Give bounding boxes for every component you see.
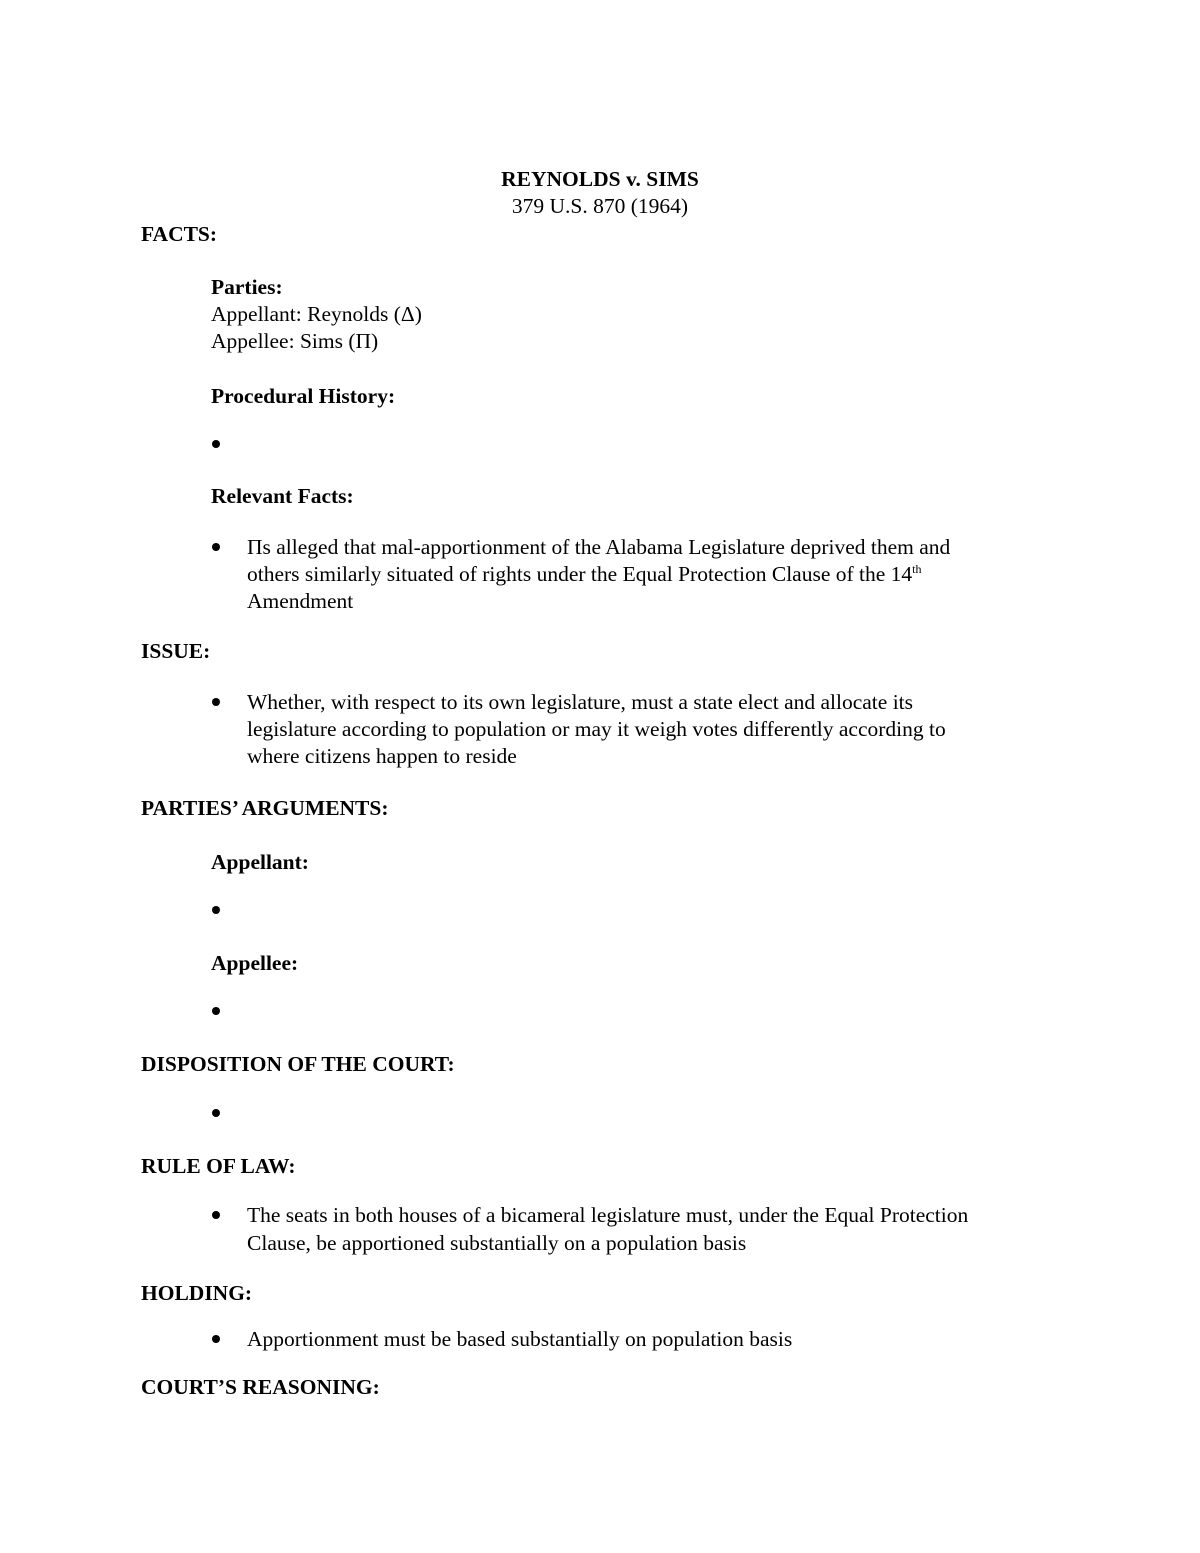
- issue-line: legislature according to population or may it weigh votes differently according to: [247, 717, 946, 741]
- issue-heading: ISSUE:: [141, 639, 211, 663]
- rule-of-law-line: Clause, be apportioned substantially on a population basis: [247, 1231, 747, 1255]
- issue-line: Whether, with respect to its own legislature, must a state elect and allocate its: [247, 690, 914, 714]
- bullet-icon: [212, 543, 220, 551]
- reasoning-heading: COURT’S REASONING:: [141, 1375, 380, 1399]
- holding-heading: HOLDING:: [141, 1281, 253, 1305]
- bullet-icon: [212, 698, 220, 706]
- appellee-argument-heading: Appellee:: [211, 951, 299, 975]
- superscript: th: [912, 561, 922, 576]
- relevant-facts-line: Amendment: [247, 589, 354, 613]
- issue-line: where citizens happen to reside: [247, 744, 517, 768]
- procedural-history-heading: Procedural History:: [211, 384, 396, 408]
- relevant-facts-line: others similarly situated of rights under the Equal Protection Clause of the 14th: [247, 561, 922, 586]
- bullet-icon: [212, 440, 220, 448]
- disposition-heading: DISPOSITION OF THE COURT:: [141, 1052, 455, 1076]
- rule-of-law-line: The seats in both houses of a bicameral legislature must, under the Equal Protection: [247, 1203, 969, 1227]
- facts-heading: FACTS:: [141, 222, 218, 246]
- bullet-icon: [212, 906, 220, 914]
- appellee-line: Appellee: Sims (Π): [211, 329, 379, 353]
- bullet-icon: [212, 1211, 220, 1219]
- holding-line: Apportionment must be based substantially on population basis: [247, 1327, 793, 1351]
- appellant-line: Appellant: Reynolds (Δ): [211, 302, 422, 326]
- case-title: REYNOLDS v. SIMS: [501, 167, 699, 191]
- rule-of-law-heading: RULE OF LAW:: [141, 1154, 296, 1178]
- relevant-facts-heading: Relevant Facts:: [211, 484, 354, 508]
- appellant-argument-heading: Appellant:: [211, 850, 309, 874]
- bullet-icon: [212, 1109, 220, 1117]
- arguments-heading: PARTIES’ ARGUMENTS:: [141, 796, 389, 820]
- relevant-facts-line: Πs alleged that mal-apportionment of the Alabama Legislature deprived them and: [247, 535, 951, 559]
- parties-heading: Parties:: [211, 275, 283, 299]
- bullet-icon: [212, 1007, 220, 1015]
- bullet-icon: [212, 1335, 220, 1343]
- case-citation: 379 U.S. 870 (1964): [511, 194, 689, 218]
